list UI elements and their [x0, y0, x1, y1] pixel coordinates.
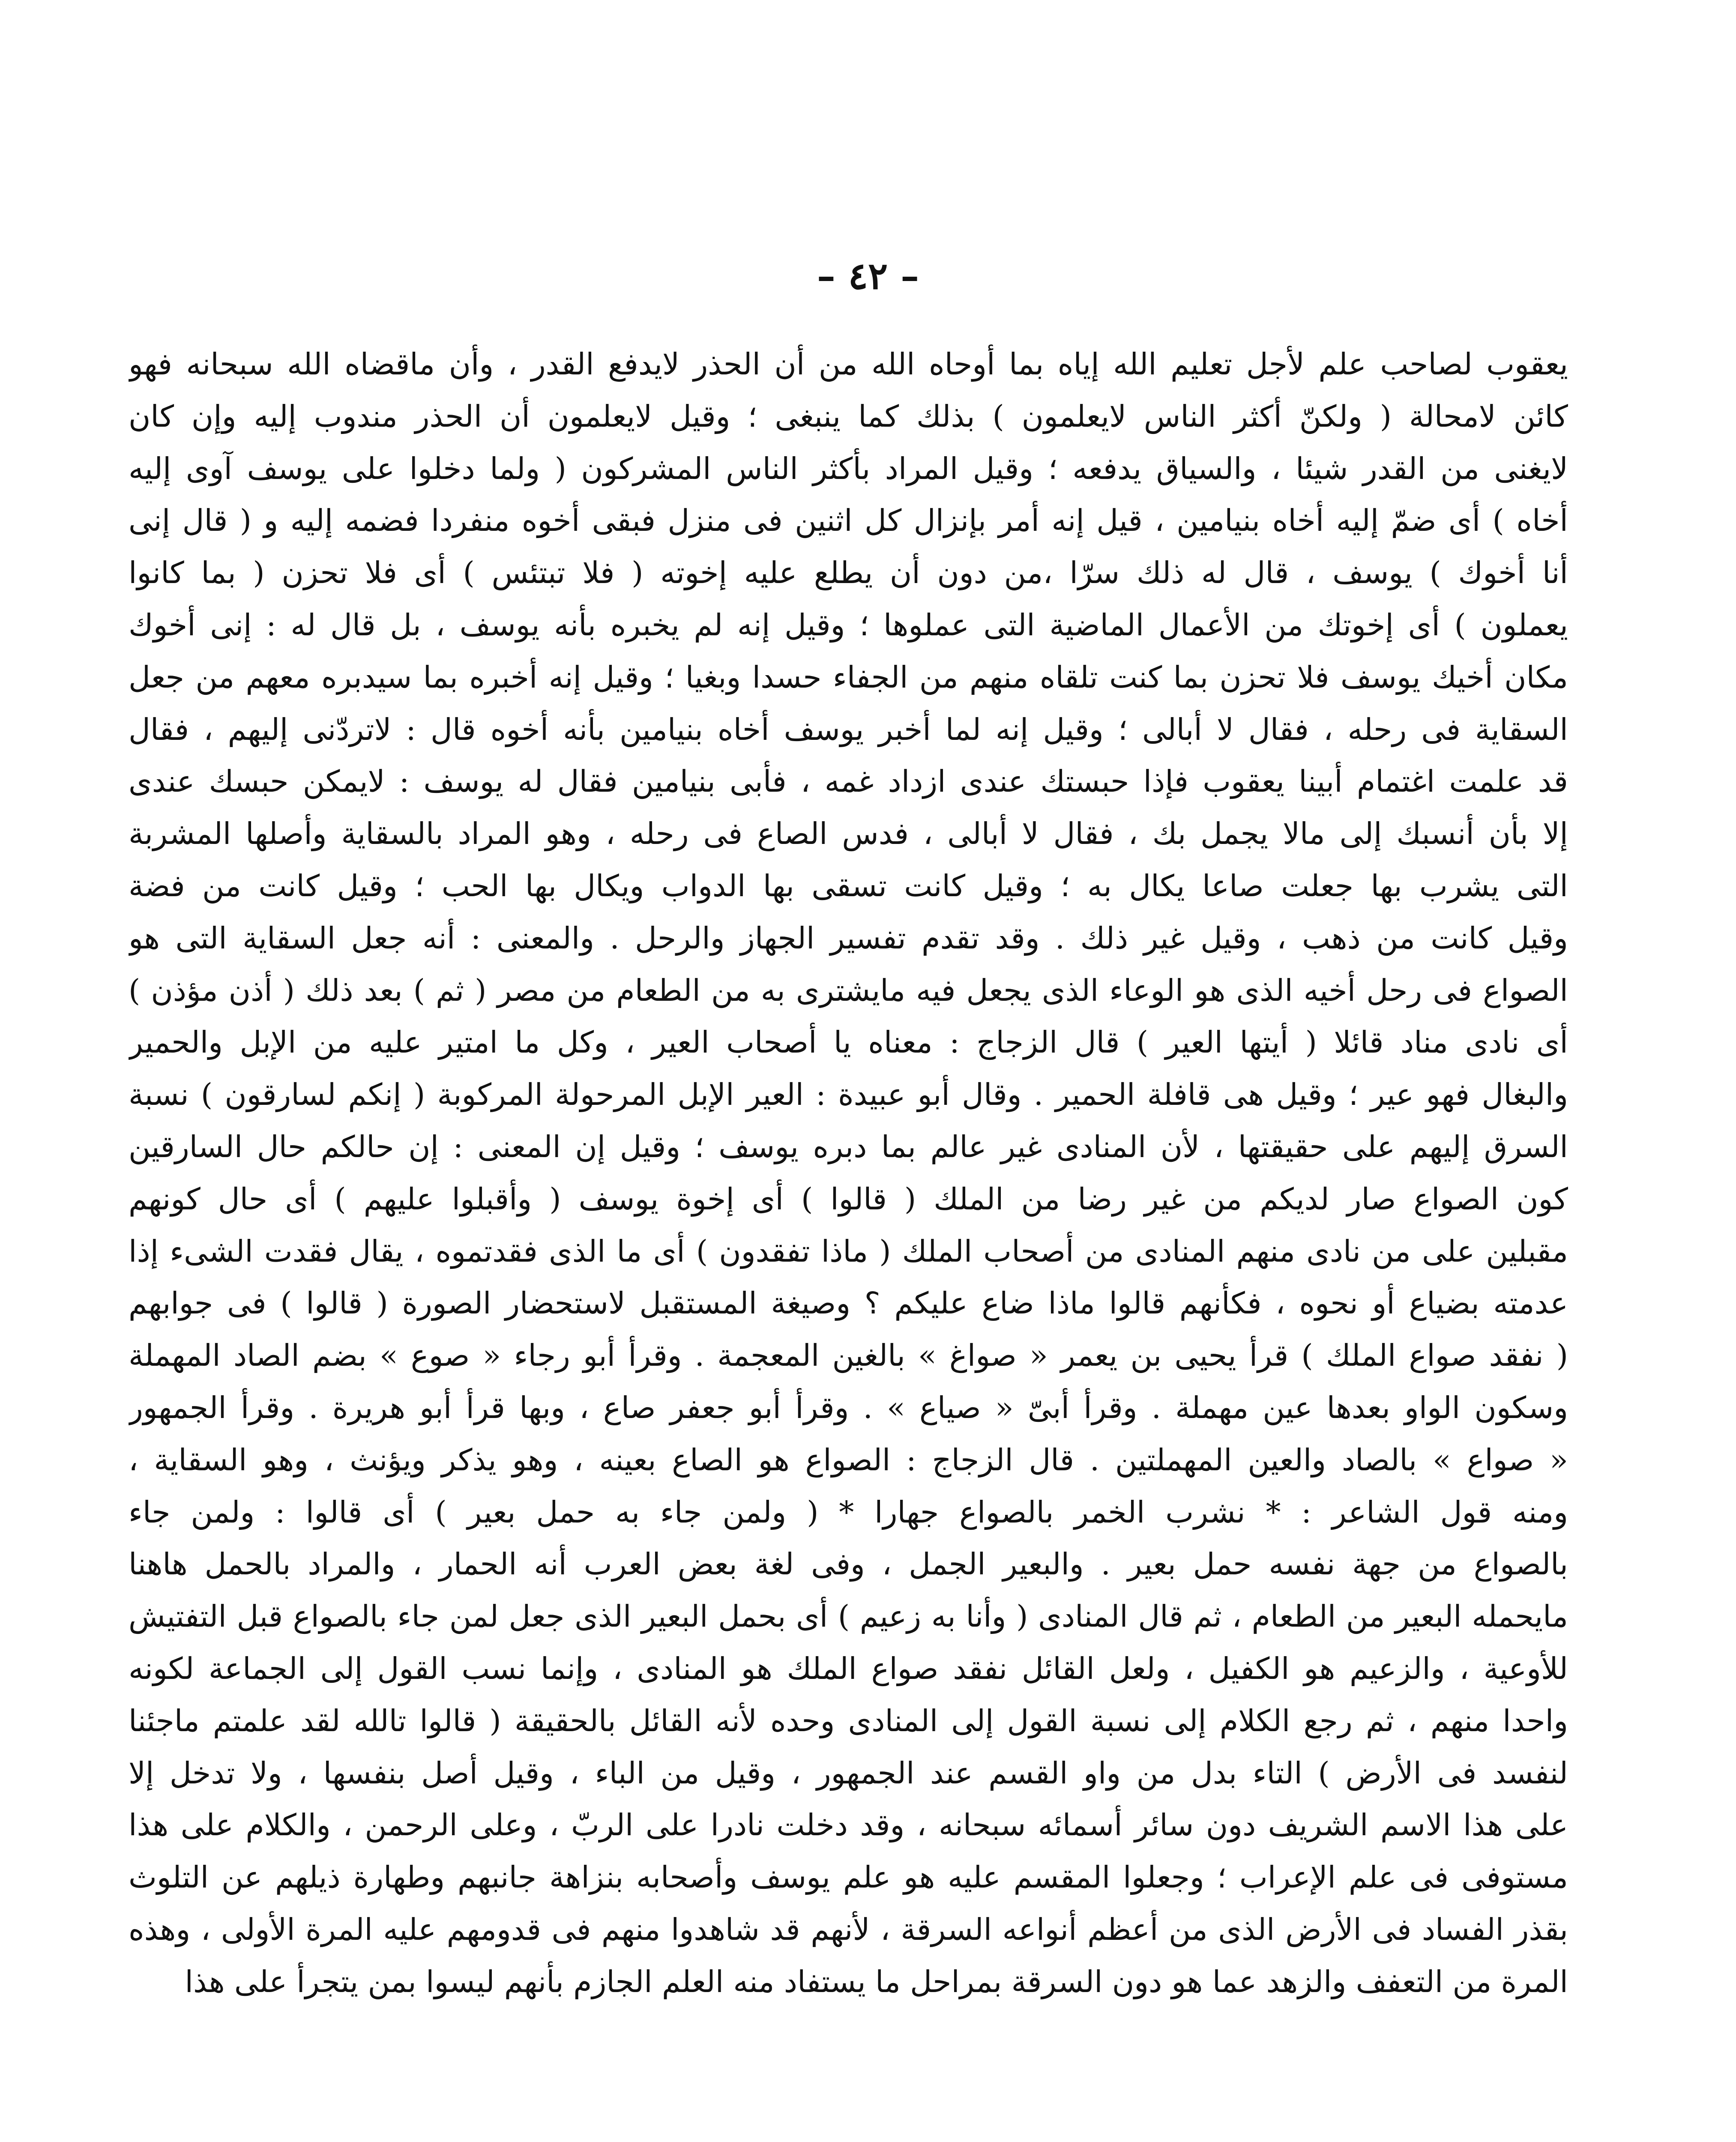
text-line: إلا بأن أنسبك إلى مالا يجمل بك ، فقال لا أبالى ، فدس الصاع فى رحله ، وهو المراد بالسقاية وأصلها المشربة [129, 816, 1568, 852]
body-text [129, 338, 1568, 2008]
text-line: أنا أخوك ) يوسف ، قال له ذلك سرّا ،من دون أن يطلع عليه إخوته ( فلا تبتئس ) أى فلا تحزن ( بما كانوا [129, 555, 1568, 591]
text-line: يعقوب لصاحب علم لأجل تعليم الله إياه بما أوحاه الله من أن الحذر لايدفع القدر ، وأن ماقضاه الله سبحانه فهو [129, 347, 1568, 382]
text-line: وقيل كانت من ذهب ، وقيل غير ذلك . وقد تقدم تفسير الجهاز والرحل . والمعنى : أنه جعل السقاية التى هو [129, 920, 1568, 956]
text-line: لنفسد فى الأرض ) التاء بدل من واو القسم عند الجمهور ، وقيل من الباء ، وقيل أصل بنفسها ، ولا تدخل إلا [129, 1755, 1568, 1791]
text-line: كائن لامحالة ( ولكنّ أكثر الناس لايعلمون ) بذلك كما ينبغى ؛ وقيل لايعلمون أن الحذر مندوب إليه وإن كان [129, 398, 1568, 434]
text-line: السقاية فى رحله ، فقال لا أبالى ؛ وقيل إنه لما أخبر يوسف أخاه بنيامين بأنه أخوه قال : لاتردّنى إليهم ، فقال [129, 712, 1568, 747]
text-line: ومنه قول الشاعر : * نشرب الخمر بالصواع جهارا * ( ولمن جاء به حمل بعير ) أى قالوا : ولمن جاء [129, 1494, 1568, 1530]
text-line: وسكون الواو بعدها عين مهملة . وقرأ أبىّ « صياع » . وقرأ أبو جعفر صاع ، وبها قرأ أبو هريرة . وقرأ الجمهور [129, 1390, 1568, 1425]
text-line: بالصواع من جهة نفسه حمل بعير . والبعير الجمل ، وفى لغة بعض العرب أنه الحمار ، والمراد بالحمل هاهنا [129, 1547, 1568, 1582]
text-line: يعملون ) أى إخوتك من الأعمال الماضية التى عملوها ؛ وقيل إنه لم يخبره بأنه يوسف ، بل قال له : إنى أخوك [129, 607, 1568, 643]
text-line: مايحمله البعير من الطعام ، ثم قال المنادى ( وأنا به زعيم ) أى بحمل البعير الذى جعل لمن جاء بالصواع قبل التفتيش [129, 1599, 1568, 1634]
text-line: مقبلين على من نادى منهم المنادى من أصحاب الملك ( ماذا تفقدون ) أى ما الذى فقدتموه ، يقال فقدت الشىء إذا [129, 1233, 1568, 1269]
text-line: السرق إليهم على حقيقتها ، لأن المنادى غير عالم بما دبره يوسف ؛ وقيل إن المعنى : إن حالكم حال السارقين [129, 1129, 1568, 1164]
text-line: المرة من التعفف والزهد عما هو دون السرقة بمراحل ما يستفاد منه العلم الجازم بأنهم ليسوا بمن يتجرأ على هذا [185, 1964, 1568, 1999]
text-line: أخاه ) أى ضمّ إليه أخاه بنيامين ، قيل إنه أمر بإنزال كل اثنين فى منزل فبقى أخوه منفردا فضمه إليه و ( قال إنى [129, 503, 1568, 538]
text-line: بقذر الفساد فى الأرض الذى من أعظم أنواعه السرقة ، لأنهم قد شاهدوا منهم فى قدومهم عليه المرة الأولى ، وهذه [129, 1912, 1568, 1947]
text-line: قد علمت اغتمام أبينا يعقوب فإذا حبستك عندى ازداد غمه ، فأبى بنيامين فقال له يوسف : لايمكن حبسك عندى [129, 764, 1568, 799]
text-line: أى نادى مناد قائلا ( أيتها العير ) قال الزجاج : معناه يا أصحاب العير ، وكل ما امتير عليه من الإبل والحمير [129, 1025, 1568, 1060]
text-line: مستوفى فى علم الإعراب ؛ وجعلوا المقسم عليه هو علم يوسف وأصحابه بنزاهة جانبهم وطهارة ذيلهم عن التلوث [129, 1860, 1568, 1895]
text-line: ( نفقد صواع الملك ) قرأ يحيى بن يعمر « صواغ » بالغين المعجمة . وقرأ أبو رجاء « صوع » بضم الصاد المهملة [129, 1338, 1568, 1373]
text-line: واحدا منهم ، ثم رجع الكلام إلى نسبة القول إلى المنادى وحده لأنه القائل بالحقيقة ( قالوا تالله لقد علمتم ماجئنا [129, 1703, 1568, 1738]
text-line: مكان أخيك يوسف فلا تحزن بما كنت تلقاه منهم من الجفاء حسدا وبغيا ؛ وقيل إنه أخبره بما سيدبره معهم من جعل [129, 659, 1568, 695]
text-line: التى يشرب بها جعلت صاعا يكال به ؛ وقيل كانت تسقى بها الدواب ويكال بها الحب ؛ وقيل كانت من فضة [129, 868, 1568, 903]
text-line: كون الصواع صار لديكم من غير رضا من الملك ( قالوا ) أى إخوة يوسف ( وأقبلوا عليهم ) أى حال كونهم [129, 1181, 1568, 1217]
text-line: والبغال فهو عير ؛ وقيل هى قافلة الحمير . وقال أبو عبيدة : العير الإبل المرحولة المركوبة ( إنكم لسارقون ) نسبة [129, 1077, 1568, 1113]
text-line: « صواع » بالصاد والعين المهملتين . قال الزجاج : الصواع هو الصاع بعينه ، وهو يذكر ويؤنث ، وهو السقاية ، [129, 1442, 1568, 1478]
text-line: عدمته بضياع أو نحوه ، فكأنهم قالوا ماذا ضاع عليكم ؟ وصيغة المستقبل لاستحضار الصورة ( قالوا ) فى جوابهم [129, 1286, 1568, 1321]
page-number: – ٤٢ – [817, 254, 919, 298]
text-line: للأوعية ، والزعيم هو الكفيل ، ولعل القائل نفقد صواع الملك هو المنادى ، وإنما نسب القول إلى الجماعة لكونه [129, 1651, 1568, 1686]
text-line: على هذا الاسم الشريف دون سائر أسمائه سبحانه ، وقد دخلت نادرا على الربّ ، وعلى الرحمن ، والكلام على هذا [129, 1807, 1568, 1843]
text-line: لايغنى من القدر شيئا ، والسياق يدفعه ؛ وقيل المراد بأكثر الناس المشركون ( ولما دخلوا على يوسف آوى إليه [129, 451, 1568, 486]
text-line: الصواع فى رحل أخيه الذى هو الوعاء الذى يجعل فيه مايشترى به من الطعام من مصر ( ثم ) بعد ذلك ( أذن مؤذن ) [129, 972, 1568, 1008]
